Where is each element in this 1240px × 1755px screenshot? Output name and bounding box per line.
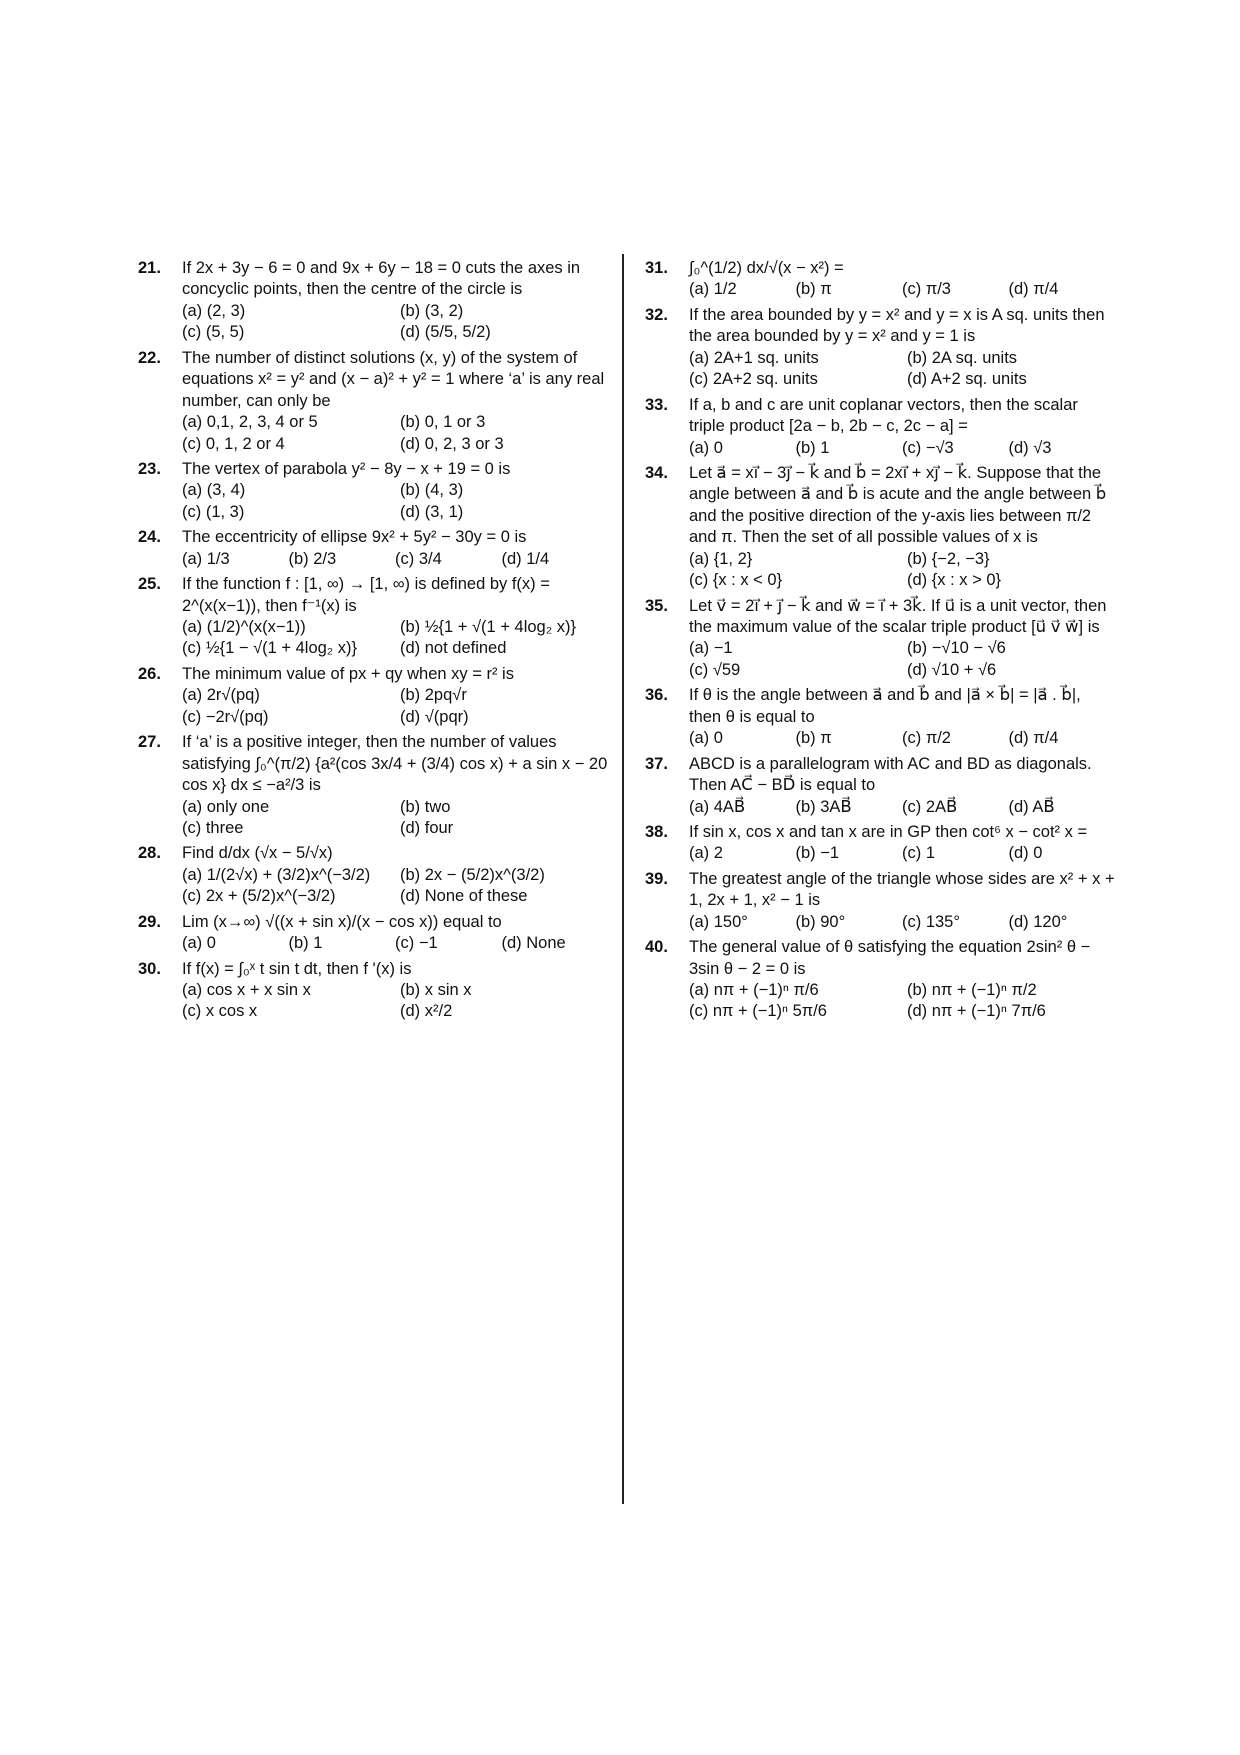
answer-option: (c) 2x + (5/2)x^(−3/2) xyxy=(182,887,336,906)
answer-option: (d) 120° xyxy=(1008,912,1068,931)
answer-option: (c) {x : x < 0} xyxy=(689,571,783,590)
question-item xyxy=(645,305,1115,391)
answer-options xyxy=(689,348,1115,391)
answer-options xyxy=(182,797,608,840)
answer-option: (d) AB⃗ xyxy=(1008,797,1055,816)
answer-option: (c) π/2 xyxy=(902,729,951,748)
question-stem: If 2x + 3y − 6 = 0 and 9x + 6y − 18 = 0 cuts the axes in concyclic points, then the centre of the circle is xyxy=(182,259,581,299)
question-stem: If the area bounded by y = x² and y = x is A sq. units then the area bounded by y = x² and y = 1 is xyxy=(689,305,1105,346)
answer-option: (d) four xyxy=(400,818,454,837)
answer-option: (b) 3AB⃗ xyxy=(795,797,852,816)
question-stem: Let a⃗ = xi⃗ − 3j⃗ − k⃗ and b⃗ = 2xi⃗ + xj⃗ − k⃗. Suppose that the angle between a⃗ and b⃗ is acute and the angle between b⃗ and the positive direction of the y-axis lies between π/2 and π. Then the set of all possible values of x is xyxy=(689,463,1107,547)
answer-option: (a) 150° xyxy=(689,912,748,931)
answer-options xyxy=(689,980,1115,1023)
answer-option: (b) π xyxy=(795,729,832,748)
question-item xyxy=(645,463,1115,592)
question-number: 27. xyxy=(138,733,161,752)
answer-option: (b) 90° xyxy=(795,912,846,931)
question-item xyxy=(645,822,1115,865)
answer-option: (d) (3, 1) xyxy=(400,502,464,521)
answer-option: (d) (5/5, 5/2) xyxy=(400,323,491,342)
answer-options xyxy=(689,912,1115,933)
question-number: 28. xyxy=(138,844,161,863)
question-item xyxy=(138,843,608,907)
answer-options xyxy=(182,865,608,908)
answer-option: (c) three xyxy=(182,818,244,837)
question-item xyxy=(645,754,1115,818)
answer-option: (a) cos x + x sin x xyxy=(182,981,311,999)
answer-option: (b) (4, 3) xyxy=(400,481,464,500)
answer-option: (c) ½{1 − √(1 + 4log₂ x)} xyxy=(182,639,358,658)
answer-option: (c) 2A+2 sq. units xyxy=(689,370,818,389)
answer-option: (d) 0, 2, 3 or 3 xyxy=(400,434,504,453)
question-number: 23. xyxy=(138,459,161,478)
answer-options xyxy=(182,685,608,728)
question-number: 24. xyxy=(138,528,161,547)
question-number: 31. xyxy=(645,259,668,277)
answer-option: (b) 0, 1 or 3 xyxy=(400,413,486,432)
answer-option: (b) (3, 2) xyxy=(400,301,464,320)
question-number: 29. xyxy=(138,912,161,931)
answer-option: (d) 0 xyxy=(1008,844,1043,863)
answer-option: (a) (1/2)^(x(x−1)) xyxy=(182,618,306,636)
question-item xyxy=(138,959,608,1023)
question-stem: If ‘a’ is a positive integer, then the number of values satisfying ∫₀^(π/2) {a²(cos 3x/4 + (3/4) cos x) + a sin x − 20 cos x} dx ≤ −a²/3 is xyxy=(182,733,608,795)
answer-options xyxy=(182,301,608,344)
question-number: 25. xyxy=(138,575,161,594)
answer-option: (a) 1/2 xyxy=(689,280,737,299)
answer-options xyxy=(689,438,1115,459)
answer-option: (c) √59 xyxy=(689,660,741,679)
answer-option: (d) √10 + √6 xyxy=(907,660,997,679)
answer-option: (c) 3/4 xyxy=(395,549,442,568)
answer-option: (d) x²/2 xyxy=(400,1002,453,1021)
answer-option: (b) ½{1 + √(1 + 4log₂ x)} xyxy=(400,618,576,636)
answer-option: (a) 2r√(pq) xyxy=(182,686,260,705)
answer-option: (c) −√3 xyxy=(902,438,954,457)
answer-option: (a) 1/3 xyxy=(182,549,230,568)
answer-options xyxy=(182,480,608,523)
answer-option: (c) (5, 5) xyxy=(182,323,245,342)
answer-option: (d) not defined xyxy=(400,639,507,658)
question-stem: The general value of θ satisfying the equation 2sin² θ − 3sin θ − 2 = 0 is xyxy=(689,938,1091,978)
answer-option: (a) 0 xyxy=(689,438,723,457)
answer-option: (d) None xyxy=(501,934,566,953)
question-item xyxy=(138,348,608,455)
question-number: 36. xyxy=(645,686,668,705)
question-stem: Lim (x→∞) √((x + sin x)/(x − cos x)) equal to xyxy=(182,912,502,931)
answer-options xyxy=(182,933,608,954)
question-number: 30. xyxy=(138,959,161,978)
answer-option: (a) nπ + (−1)ⁿ π/6 xyxy=(689,981,819,999)
question-stem: Let v⃗ = 2i⃗ + j⃗ − k⃗ and w⃗ = i⃗ + 3k⃗. If u⃗ is a unit vector, then the maximum value of the scalar triple product [u⃗ v⃗ w⃗] is xyxy=(689,596,1107,636)
question-number: 35. xyxy=(645,596,668,615)
answer-option: (a) only one xyxy=(182,797,270,816)
answer-option: (a) 2A+1 sq. units xyxy=(689,348,819,367)
answer-options xyxy=(182,980,608,1023)
question-item xyxy=(138,258,608,344)
answer-option: (b) x sin x xyxy=(400,981,472,999)
question-stem: The greatest angle of the triangle whose sides are x² + x + 1, 2x + 1, x² − 1 is xyxy=(689,869,1115,910)
answer-option: (a) {1, 2} xyxy=(689,549,753,568)
answer-options xyxy=(182,549,608,570)
answer-option: (d) nπ + (−1)ⁿ 7π/6 xyxy=(907,1002,1046,1021)
column-divider xyxy=(622,254,624,1504)
answer-options xyxy=(689,279,1115,300)
answer-option: (c) 135° xyxy=(902,912,960,931)
left-question-column xyxy=(138,258,608,1027)
answer-option: (d) √(pqr) xyxy=(400,707,469,726)
question-number: 33. xyxy=(645,395,668,414)
answer-option: (c) 1 xyxy=(902,844,935,863)
answer-options xyxy=(182,617,608,660)
question-number: 26. xyxy=(138,664,161,683)
question-item xyxy=(138,459,608,523)
answer-option: (c) −2r√(pq) xyxy=(182,707,269,726)
question-item xyxy=(645,596,1115,682)
question-stem: The minimum value of px + qy when xy = r² is xyxy=(182,664,514,683)
answer-options xyxy=(689,797,1115,818)
answer-option: (a) 2 xyxy=(689,844,723,863)
question-stem: The eccentricity of ellipse 9x² + 5y² − 30y = 0 is xyxy=(182,528,527,547)
answer-option: (d) {x : x > 0} xyxy=(907,571,1002,590)
question-number: 40. xyxy=(645,938,668,957)
answer-option: (b) nπ + (−1)ⁿ π/2 xyxy=(907,981,1037,999)
answer-option: (c) π/3 xyxy=(902,280,951,299)
answer-option: (b) 1 xyxy=(288,934,323,953)
answer-option: (d) π/4 xyxy=(1008,729,1059,748)
answer-option: (b) 2x − (5/2)x^(3/2) xyxy=(400,865,545,884)
answer-option: (b) two xyxy=(400,797,451,816)
question-stem: ABCD is a parallelogram with AC and BD as diagonals. Then AC⃗ − BD⃗ is equal to xyxy=(689,754,1092,795)
question-item xyxy=(138,527,608,570)
answer-option: (d) None of these xyxy=(400,887,528,906)
question-stem: If sin x, cos x and tan x are in GP then cot⁶ x − cot² x = xyxy=(689,822,1088,841)
question-number: 34. xyxy=(645,463,668,482)
question-item xyxy=(645,869,1115,933)
answer-option: (a) 0,1, 2, 3, 4 or 5 xyxy=(182,413,318,432)
question-stem: The number of distinct solutions (x, y) of the system of equations x² = y² and (x − a)² + y² = 1 where ‘a’ is any real number, can only be xyxy=(182,348,605,410)
question-stem: Find d/dx (√x − 5/√x) xyxy=(182,844,333,863)
question-number: 39. xyxy=(645,869,668,888)
answer-option: (c) 0, 1, 2 or 4 xyxy=(182,434,285,453)
question-stem: If a, b and c are unit coplanar vectors, then the scalar triple product [2a − b, 2b − c, 2c − a] = xyxy=(689,395,1078,436)
answer-option: (b) π xyxy=(795,280,832,299)
answer-option: (c) 2AB⃗ xyxy=(902,797,958,816)
answer-option: (d) 1/4 xyxy=(501,549,550,568)
answer-option: (d) A+2 sq. units xyxy=(907,370,1027,389)
answer-option: (d) π/4 xyxy=(1008,280,1059,299)
answer-option: (a) (2, 3) xyxy=(182,301,246,320)
answer-options xyxy=(689,843,1115,864)
question-item xyxy=(138,574,608,660)
answer-option: (a) 0 xyxy=(182,934,216,953)
question-item xyxy=(138,664,608,728)
question-stem: If the function f : [1, ∞) → [1, ∞) is defined by f(x) = 2^(x(x−1)), then f⁻¹(x) is xyxy=(182,575,550,615)
question-item xyxy=(138,732,608,839)
question-number: 22. xyxy=(138,348,161,367)
question-stem: ∫₀^(1/2) dx/√(x − x²) = xyxy=(689,259,844,277)
answer-option: (b) 2/3 xyxy=(288,549,337,568)
question-number: 37. xyxy=(645,754,668,773)
question-stem: The vertex of parabola y² − 8y − x + 19 = 0 is xyxy=(182,459,511,478)
question-number: 32. xyxy=(645,305,668,324)
answer-option: (c) nπ + (−1)ⁿ 5π/6 xyxy=(689,1002,827,1021)
answer-option: (c) (1, 3) xyxy=(182,502,245,521)
question-number: 38. xyxy=(645,822,668,841)
question-item xyxy=(645,395,1115,459)
question-stem: If f(x) = ∫₀ˣ t sin t dt, then f '(x) is xyxy=(182,959,412,978)
answer-option: (b) 1 xyxy=(795,438,830,457)
answer-option: (a) 1/(2√x) + (3/2)x^(−3/2) xyxy=(182,865,371,884)
answer-option: (a) 4AB⃗ xyxy=(689,797,746,816)
answer-option: (b) −√10 − √6 xyxy=(907,639,1006,658)
answer-option: (a) −1 xyxy=(689,639,733,658)
answer-options xyxy=(689,549,1115,592)
question-number: 21. xyxy=(138,259,161,277)
answer-option: (a) (3, 4) xyxy=(182,481,246,500)
right-question-column xyxy=(645,258,1115,1027)
question-item xyxy=(645,937,1115,1023)
answer-option: (c) x cos x xyxy=(182,1002,258,1021)
answer-option: (c) −1 xyxy=(395,934,438,953)
question-item xyxy=(645,685,1115,749)
answer-option: (a) 0 xyxy=(689,729,723,748)
answer-options xyxy=(689,638,1115,681)
question-item xyxy=(138,912,608,955)
answer-option: (b) {−2, −3} xyxy=(907,549,990,568)
question-stem: If θ is the angle between a⃗ and b⃗ and |a⃗ × b⃗| = |a⃗ . b⃗|, then θ is equal to xyxy=(689,686,1081,726)
question-item xyxy=(645,258,1115,301)
answer-option: (d) √3 xyxy=(1008,438,1052,457)
answer-option: (b) 2pq√r xyxy=(400,686,467,705)
answer-options xyxy=(689,728,1115,749)
answer-options xyxy=(182,412,608,455)
answer-option: (b) 2A sq. units xyxy=(907,348,1018,367)
answer-option: (b) −1 xyxy=(795,844,840,863)
